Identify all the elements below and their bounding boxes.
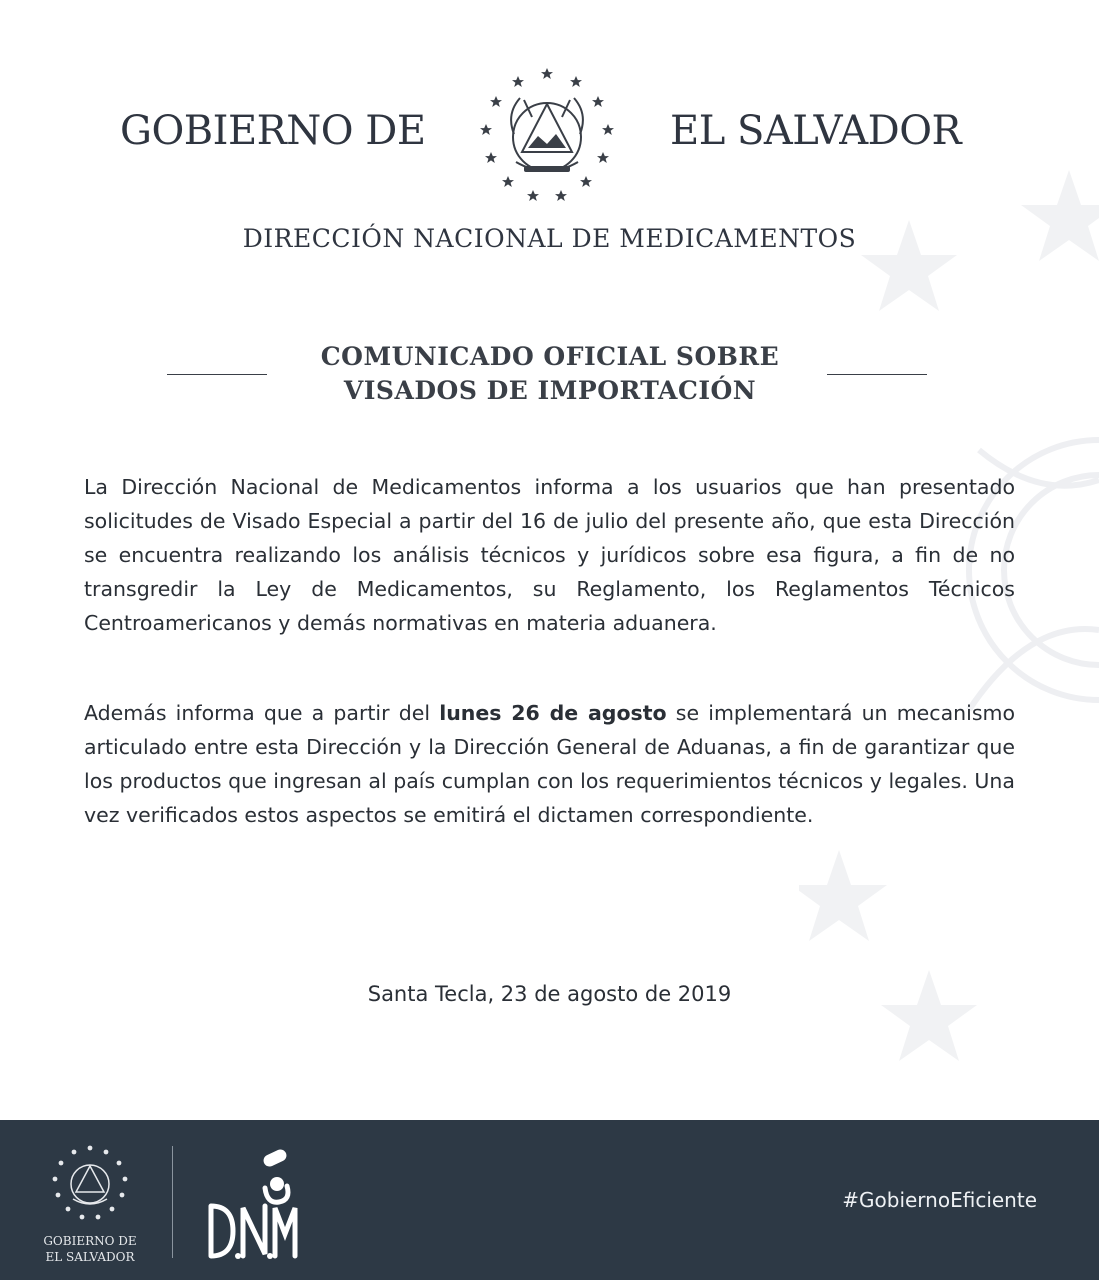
footer-government-name bbox=[30, 1233, 150, 1265]
paragraph-2-start: Además informa que a partir del bbox=[84, 701, 440, 725]
dnm-logo-icon bbox=[205, 1148, 301, 1260]
footer-bar bbox=[0, 1120, 1099, 1280]
title-rule-right bbox=[827, 374, 927, 375]
paragraph-2-end: se implementará un mecanismo articulado entre esta Dirección y la Dirección General de Aduanas, a fin de garantizar que los productos que ingresan al país cumplan con los requerimientos técnicos y legales. Una vez verificados estos aspectos se emitirá el dictamen correspondiente. bbox=[84, 701, 1016, 827]
agency-name: DIRECCIÓN NACIONAL DE MEDICAMENTOS bbox=[242, 224, 857, 253]
footer-divider bbox=[172, 1146, 173, 1258]
place-and-date: Santa Tecla, 23 de agosto de 2019 bbox=[367, 982, 732, 1006]
document-title-block bbox=[0, 340, 1099, 420]
document-title bbox=[250, 340, 850, 408]
paragraph-1: La Dirección Nacional de Medicamentos informa a los usuarios que han presentado solicitudes de Visado Especial a partir del 16 de julio del presente año, que esta Dirección se encuentra realizando los análisis técnicos y jurídicos sobre esa figura, a fin de no transgredir la Ley de Medicamentos, su Reglamento, los Reglamentos Técnicos Centroamericanos y demás normativas en materia aduanera. bbox=[84, 475, 1015, 635]
title-line-1: COMUNICADO OFICIAL SOBRE bbox=[320, 342, 780, 371]
government-name-right: EL SALVADOR bbox=[670, 108, 962, 154]
government-name-left: GOBIERNO DE bbox=[120, 108, 426, 154]
coat-of-arms-icon bbox=[472, 62, 622, 212]
footer-coat-of-arms-icon bbox=[48, 1142, 132, 1226]
title-line-2: VISADOS DE IMPORTACIÓN bbox=[343, 376, 757, 405]
paragraph-2-date: lunes 26 de agosto bbox=[439, 701, 667, 725]
letterhead bbox=[0, 0, 1099, 300]
hashtag: #GobiernoEficiente bbox=[842, 1188, 1037, 1212]
paragraph-2 bbox=[84, 696, 1015, 832]
footer-gov-line-2: EL SALVADOR bbox=[45, 1250, 135, 1264]
footer-gov-line-1: GOBIERNO DE bbox=[43, 1234, 137, 1248]
